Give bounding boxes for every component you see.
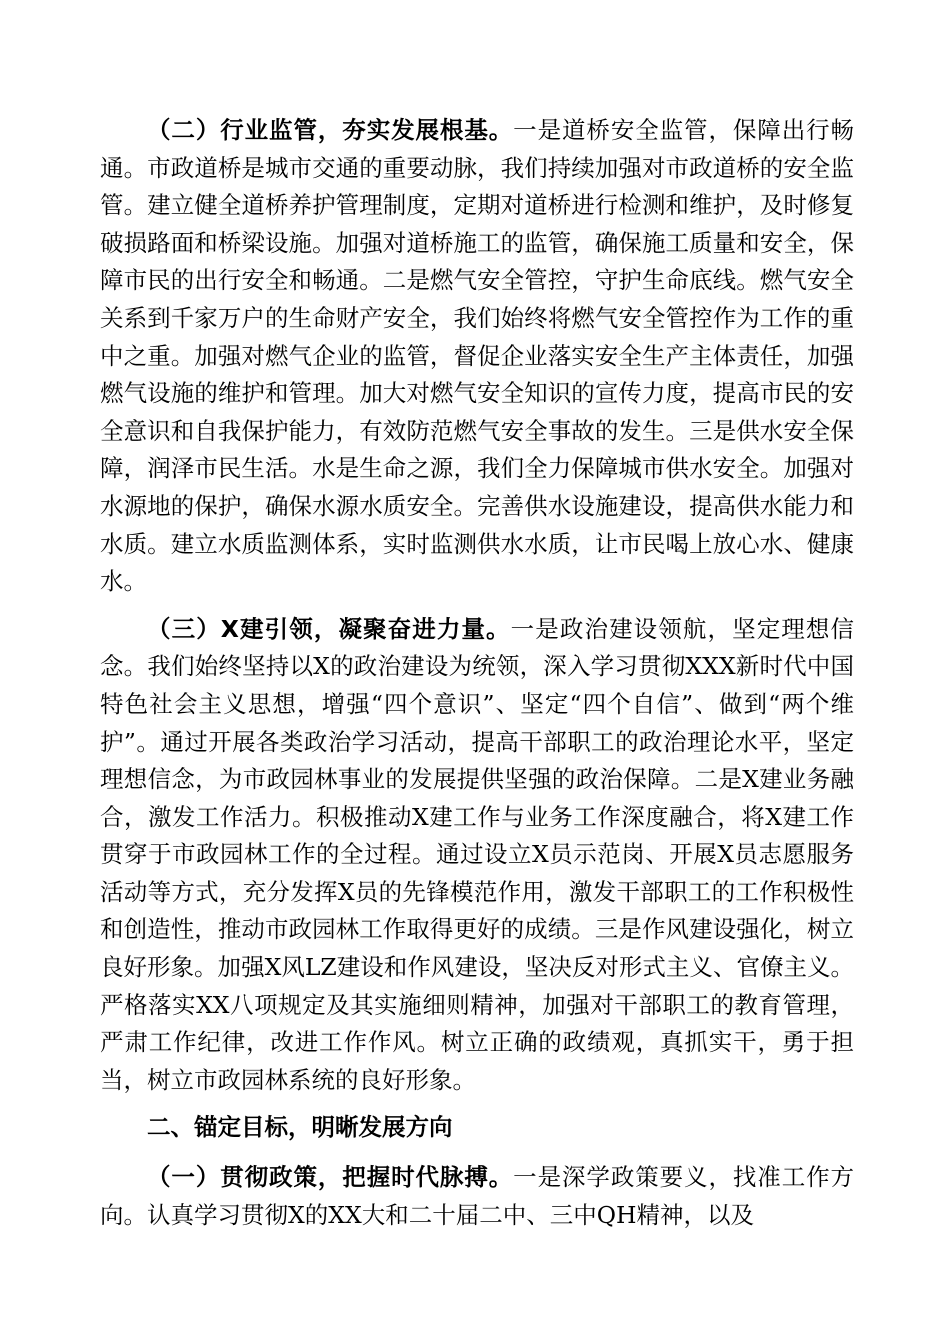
paragraph-body: 一是政治建设领航，坚定理想信念。我们始终坚持以X的政治建设为统领，深入学习贯彻XXX新时代中国特色社会主义思想，增强“四个意识”、坚定“四个自信”、做到“两个维护”。通过开展各类政治学习活动，提高干部职工的政治理论水平，坚定理想信念，为市政园林事业的发展提供坚强的政治保障。二是X建业务融合，激发工作活力。积极推动X建工作与业务工作深度融合，将X建工作贯穿于市政园林工作的全过程。通过设立X员示范岗、开展X员志愿服务活动等方式，充分发挥X员的先锋模范作用，激发干部职工的工作积极性和创造性，推动市政园林工作取得更好的成绩。三是作风建设强化，树立良好形象。加强X风LZ建设和作风建设，坚决反对形式主义、官僚主义。严格落实XX八项规定及其实施细则精神，加强对干部职工的教育管理，严肃工作纪律，改进工作作风。树立正确的政绩观，真抓实干，勇于担当，树立市政园林系统的良好形象。 <box>100 614 855 1094</box>
paragraph-body: 一是深学政策要义，找准工作方向。认真学习贯彻X的XX大和二十届二中、三中QH精神，以及 <box>100 1163 855 1229</box>
paragraph-industry-supervision <box>100 112 854 601</box>
paragraph-body: 一是道桥安全监管，保障出行畅通。市政道桥是城市交通的重要动脉，我们持续加强对市政道桥的安全监管。建立健全道桥养护管理制度，定期对道桥进行检测和维护，及时修复破损路面和桥梁设施。加强对道桥施工的监管，确保施工质量和安全，保障市民的出行安全和畅通。二是燃气安全管控，守护生命底线。燃气安全关系到千家万户的生命财产安全，我们始终将燃气安全管控作为工作的重中之重。加强对燃气企业的监管，督促企业落实安全生产主体责任，加强燃气设施的维护和管理。加大对燃气安全知识的宣传力度，提高市民的安全意识和自我保护能力，有效防范燃气安全事故的发生。三是供水安全保障，润泽市民生活。水是生命之源，我们全力保障城市供水安全。加强对水源地的保护，确保水源水质安全。完善供水设施建设，提高供水能力和水质。建立水质监测体系，实时监测供水水质，让市民喝上放心水、健康水。 <box>100 116 855 596</box>
paragraph-implement-policy <box>100 1159 854 1234</box>
document-page <box>100 112 854 1244</box>
section-heading: 二、锚定目标，明晰发展方向 <box>147 1113 453 1142</box>
paragraph-lead: （二）行业监管，夯实发展根基。 <box>147 116 514 144</box>
paragraph-lead: （三）X建引领，凝聚奋进力量。 <box>147 614 511 643</box>
paragraph-party-building <box>100 611 854 1100</box>
paragraph-lead: （一）贯彻政策，把握时代脉搏。 <box>147 1163 514 1192</box>
